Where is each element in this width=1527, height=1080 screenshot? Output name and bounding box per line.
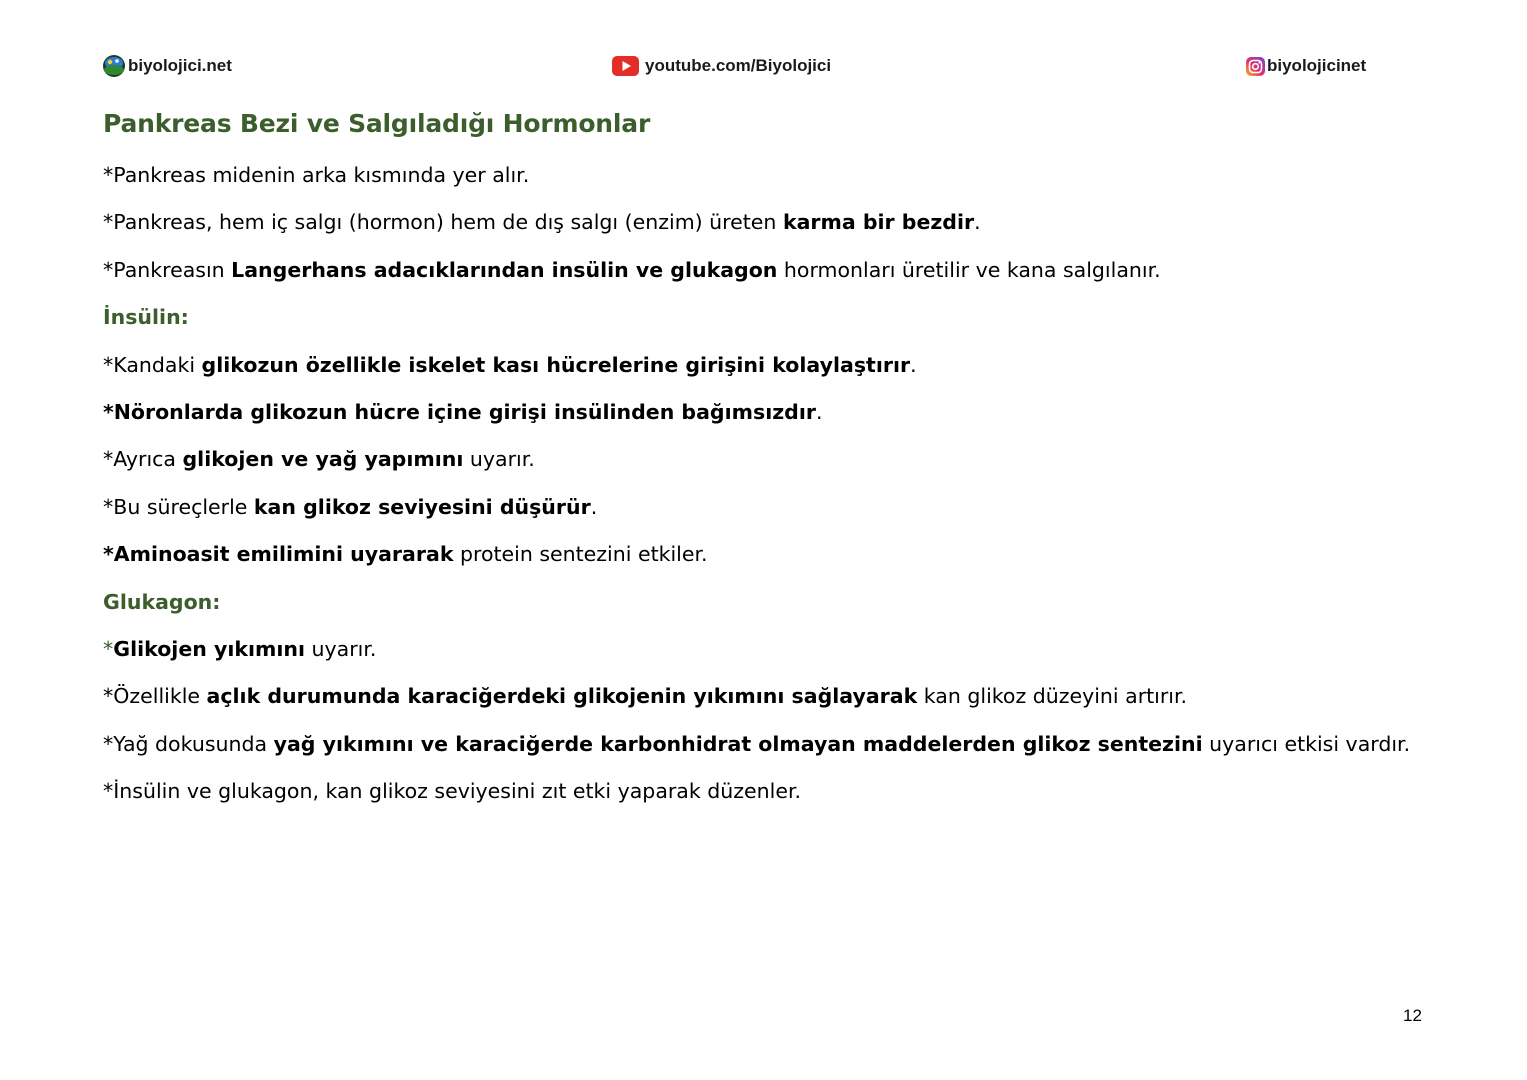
page-number: 12 [1403,1006,1422,1025]
paragraph-3: *Pankreasın Langerhans adacıklarından insülin ve glukagon hormonları üretilir ve kana salgılanır. [103,257,1161,282]
paragraph-7: *Bu süreçlerle kan glikoz seviyesini düşürür. [103,494,598,519]
youtube-icon [612,56,639,76]
paragraph-11: *Yağ dokusunda yağ yıkımını ve karaciğerde karbonhidrat olmayan maddelerden glikoz sentezini uyarıcı etkisi vardır. [103,731,1411,756]
page-title: Pankreas Bezi ve Salgıladığı Hormonlar [103,109,651,138]
paragraph-1: *Pankreas midenin arka kısmında yer alır. [103,163,530,187]
paragraph-2: *Pankreas, hem iç salgı (hormon) hem de dış salgı (enzim) üreten karma bir bezdir. [103,210,981,235]
youtube-link[interactable] [612,48,831,84]
paragraph-5: *Nöronlarda glikozun hücre içine girişi insülinden bağımsızdır. [103,399,823,424]
site-text: biyolojici.net [128,56,232,75]
paragraph-12: *İnsülin ve glukagon, kan glikoz seviyesini zıt etki yaparak düzenler. [103,779,802,804]
paragraph-9: *Glikojen yıkımını uyarır. [103,636,377,661]
paragraph-4: *Kandaki glikozun özellikle iskelet kası hücrelerine girişini kolaylaştırır. [103,352,917,377]
globe-logo-icon [102,54,126,78]
page-header [0,48,1527,84]
instagram-text: biyolojicinet [1267,56,1367,75]
document-body [103,104,1483,815]
paragraph-8: *Aminoasit emilimini uyararak protein sentezini etkiler. [103,542,708,567]
instagram-icon [1246,57,1265,76]
glukagon-heading: Glukagon: [103,589,221,614]
paragraph-6: *Ayrıca glikojen ve yağ yapımını uyarır. [103,447,535,472]
youtube-text: youtube.com/Biyolojici [645,56,832,75]
insulin-heading: İnsülin: [103,305,189,330]
paragraph-10: *Özellikle açlık durumunda karaciğerdeki glikojenin yıkımını sağlayarak kan glikoz düzeyini artırır. [103,684,1188,709]
instagram-link[interactable] [1246,48,1366,84]
site-link[interactable] [102,48,232,84]
